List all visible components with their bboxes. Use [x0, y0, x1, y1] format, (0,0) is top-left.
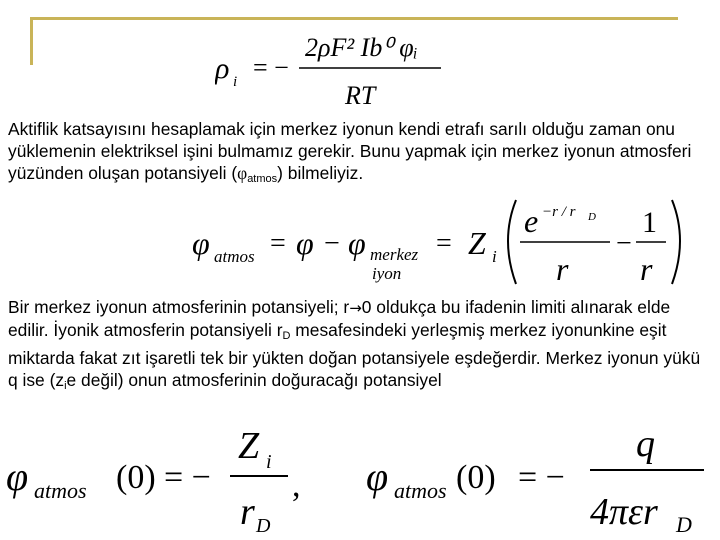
phi0-left-num-sub: i	[266, 451, 272, 473]
phi-atmos-minus: −	[324, 228, 340, 259]
phi0-left-arg: (0)	[116, 459, 156, 496]
phi-minus-2: −	[616, 228, 632, 259]
phi0-left-num: Z	[238, 425, 260, 467]
paragraph-2-part1: Bir merkez iyonun atmosferinin potansiyeli; r	[8, 297, 350, 317]
paragraph-1-text: Aktiflik katsayısını hesaplamak için merkez iyonun kendi etrafı sarılı olduğu zaman onu yüklemenin elektriksel işini bulmamız gerekir. Bunu yapmak için merkez iyonun atmosferi yüzünden oluşan potansiyeli (	[8, 119, 692, 183]
phi0-right-den-sub: D	[676, 512, 692, 537]
phi-atmos-lhs-sub: atmos	[214, 247, 255, 266]
paragraph-1	[8, 118, 714, 190]
arrow-symbol: →	[349, 299, 362, 317]
paragraph-2	[8, 296, 714, 397]
phi-iyon-sub: iyon	[372, 264, 402, 283]
phi-atmos-eq2: =	[436, 228, 452, 259]
phi0-left-den: r	[240, 491, 255, 533]
phi-atmos-Z: Z	[468, 225, 486, 261]
phi0-left-lhs-sub: atmos	[34, 478, 87, 503]
exp-power-sub: D	[588, 211, 596, 223]
right-paren	[672, 200, 680, 284]
rho-sub: i	[233, 74, 238, 90]
rho-sign: = −	[253, 53, 289, 82]
decorative-top-rule	[30, 17, 678, 20]
phi-atmos-sub: atmos	[247, 173, 278, 185]
phi-atmos-phi: φ	[296, 225, 314, 261]
zi-sub: i	[64, 380, 67, 392]
phi0-right-formula	[364, 416, 714, 540]
rD-sub: D	[282, 330, 291, 342]
phi0-left-den-sub: D	[256, 515, 271, 537]
phi-atmos-eq: =	[270, 228, 286, 259]
phi0-left-lhs: φ	[6, 454, 29, 499]
rho-formula	[215, 28, 455, 110]
left-paren	[508, 200, 516, 284]
phi0-right-arg: (0)	[456, 459, 496, 496]
paragraph-2-part3: mesafesindeki yerleşmiş merkez iyonunkine eşit miktarda fakat zıt işaretli tek bir yükten doğan potansiyele eşdeğerdir. Merkez iyonun yükü q ise (z	[8, 320, 701, 390]
phi0-right-lhs: φ	[366, 454, 389, 499]
paragraph-1-end: ) bilmeliyiz.	[277, 163, 364, 183]
phi-atmos-phi2: φ	[348, 225, 366, 261]
phi0-left-comma: ,	[292, 467, 301, 504]
phi-atmos-lhs: φ	[192, 225, 210, 261]
rho-denominator: RT	[345, 81, 376, 110]
exp-power: −r / r	[542, 204, 576, 220]
phi-den-r1: r	[556, 251, 569, 287]
phi-one: 1	[642, 206, 657, 239]
phi-merkez-sub: merkez	[370, 245, 419, 264]
exp-base: e	[524, 203, 539, 239]
phi-atmos-formula	[190, 192, 690, 292]
phi0-right-lhs-sub: atmos	[394, 478, 447, 503]
phi0-left-formula	[4, 416, 334, 540]
phi-symbol: φ	[237, 163, 248, 183]
phi0-left-sign: = −	[164, 459, 211, 496]
paragraph-2-part4: e değil) onun atmosferinin doğuracağı potansiyel	[66, 370, 442, 390]
phi0-right-den: 4πεr	[590, 491, 658, 533]
paragraph-2-part2: 0 oldukça bu ifadenin limiti alınarak elde edilir. İyonik atmosferin potansiyeli r	[8, 297, 671, 340]
decorative-left-rule	[30, 17, 33, 65]
phi-den-r2: r	[640, 251, 653, 287]
phi0-right-sign: = −	[518, 459, 565, 496]
phi0-right-num: q	[636, 423, 655, 465]
phi-atmos-Z-sub: i	[492, 247, 497, 266]
rho-symbol: ρ	[215, 52, 230, 85]
rho-numerator: 2ρF² Ib⁰ φᵢ	[305, 33, 418, 62]
